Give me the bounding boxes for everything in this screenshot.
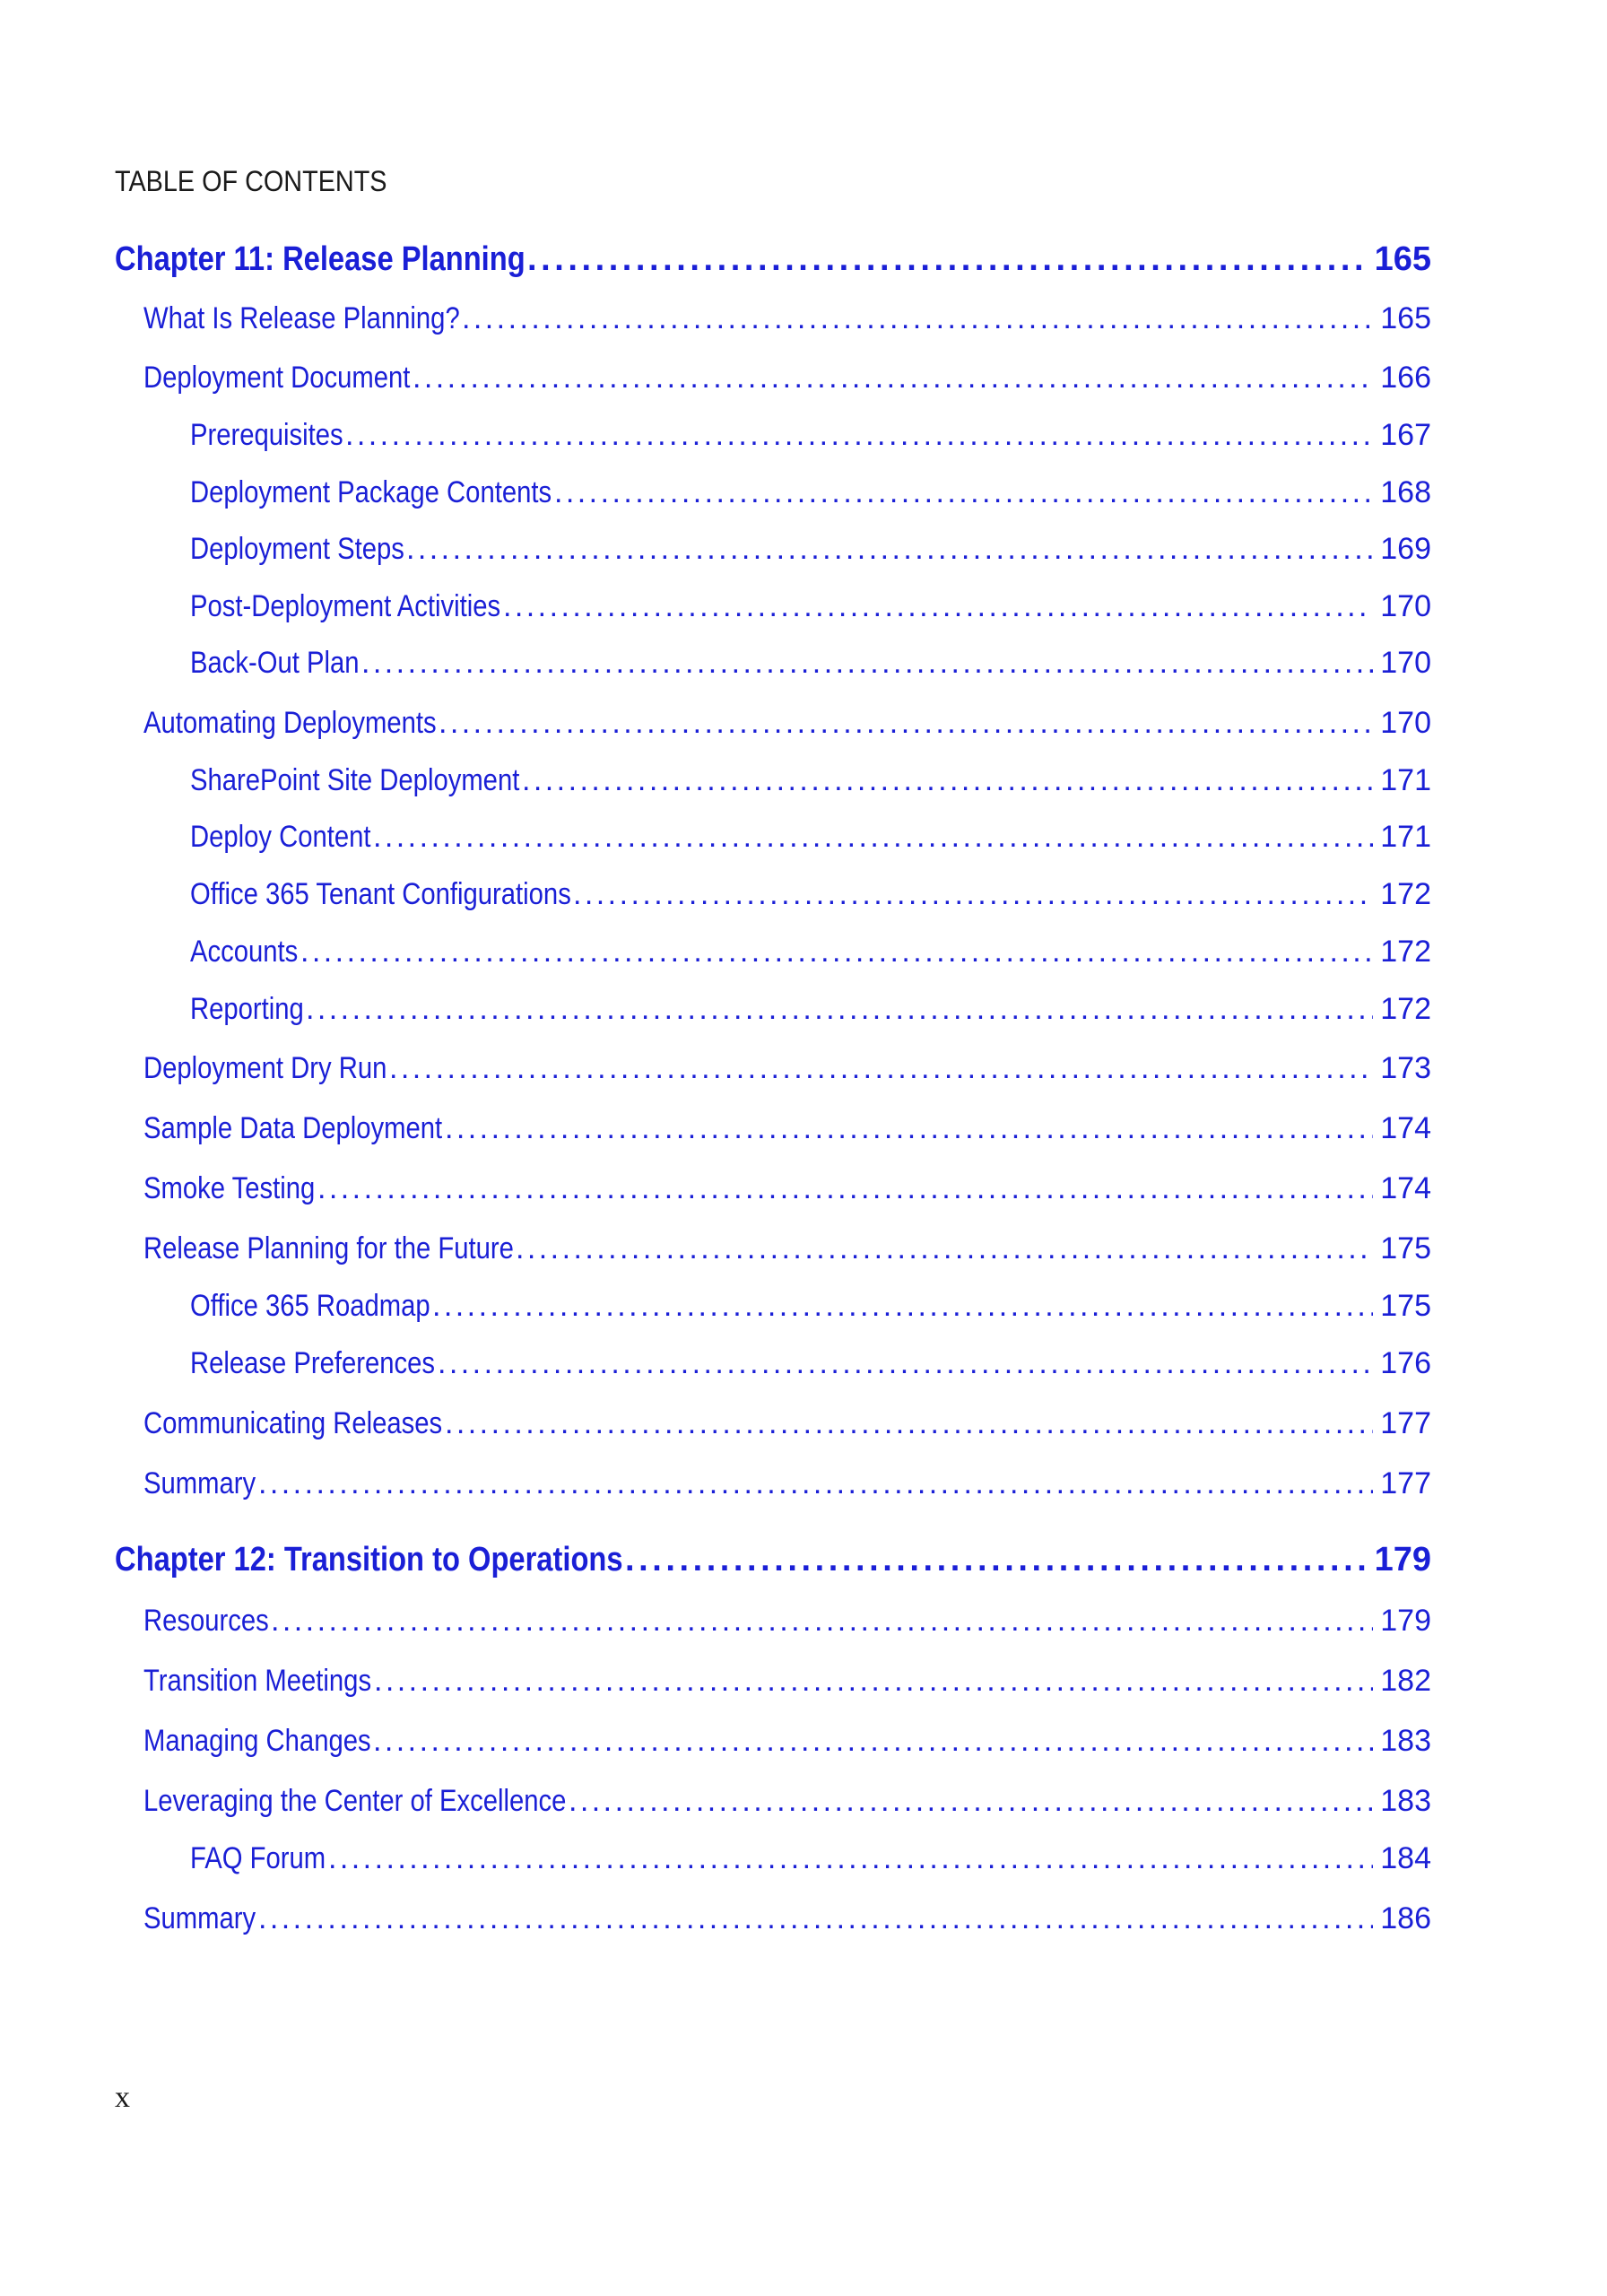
toc-section-entry[interactable]	[143, 1604, 1431, 1639]
toc-section-entry[interactable]	[143, 1724, 1431, 1759]
toc-entry-title: Deployment Document	[143, 361, 411, 395]
toc-entry-title: Back-Out Plan	[190, 646, 360, 680]
dot-leader	[413, 361, 1373, 396]
toc-entry-title: Summary	[143, 1466, 256, 1500]
dot-leader	[406, 532, 1373, 567]
toc-entry-page-number: 165	[1374, 240, 1431, 278]
dot-leader	[258, 1466, 1373, 1501]
toc-subsection-entry[interactable]	[190, 646, 1431, 681]
toc-entry-page-number: 172	[1380, 935, 1431, 969]
toc-entry-page-number: 179	[1374, 1541, 1431, 1578]
toc-entry-title: Post-Deployment Activities	[190, 589, 501, 623]
toc-entry-page-number: 175	[1380, 1231, 1431, 1265]
toc-section-entry[interactable]	[143, 1664, 1431, 1699]
toc-entry-title: Automating Deployments	[143, 706, 437, 740]
dot-leader	[569, 1784, 1373, 1819]
toc-section-entry[interactable]	[143, 1231, 1431, 1266]
toc-entry-title: FAQ Forum	[190, 1841, 326, 1875]
toc-subsection-entry[interactable]	[190, 935, 1431, 970]
toc-entry-title: Communicating Releases	[143, 1406, 443, 1440]
toc-entry-title: What Is Release Planning?	[143, 301, 460, 335]
dot-leader	[258, 1901, 1373, 1936]
toc-section-entry[interactable]	[143, 1406, 1431, 1441]
toc-entry-page-number: 186	[1380, 1901, 1431, 1935]
toc-entry-title: Deployment Package Contents	[190, 475, 552, 509]
toc-entry-page-number: 169	[1380, 532, 1431, 566]
toc-entry-title: Office 365 Tenant Configurations	[190, 877, 571, 911]
toc-entry-page-number: 179	[1380, 1604, 1431, 1638]
toc-entry-title: Leveraging the Center of Excellence	[143, 1784, 567, 1818]
dot-leader	[554, 475, 1373, 510]
toc-entry-title: Transition Meetings	[143, 1664, 372, 1698]
toc-subsection-entry[interactable]	[190, 763, 1431, 798]
toc-subsection-entry[interactable]	[190, 992, 1431, 1027]
toc-entry-title: Deployment Steps	[190, 532, 404, 566]
dot-leader	[527, 240, 1368, 279]
toc-entry-title: Prerequisites	[190, 418, 343, 452]
toc-entry-title: SharePoint Site Deployment	[190, 763, 520, 797]
toc-entry-page-number: 177	[1380, 1406, 1431, 1440]
running-head: TABLE OF CONTENTS	[115, 165, 387, 197]
dot-leader	[439, 706, 1373, 741]
dot-leader	[361, 646, 1373, 681]
toc-entry-title: Release Planning for the Future	[143, 1231, 514, 1265]
toc-section-entry[interactable]	[143, 1171, 1431, 1206]
dot-leader	[445, 1406, 1373, 1441]
dot-leader	[306, 992, 1373, 1027]
toc-entry-page-number: 177	[1380, 1466, 1431, 1500]
dot-leader	[317, 1171, 1373, 1206]
toc-subsection-entry[interactable]	[190, 589, 1431, 624]
toc-section-entry[interactable]	[143, 361, 1431, 396]
toc-entry-page-number: 170	[1380, 706, 1431, 740]
toc-entry-title: Managing Changes	[143, 1724, 371, 1758]
toc-section-entry[interactable]	[143, 1051, 1431, 1086]
toc-section-entry[interactable]	[143, 1466, 1431, 1501]
toc-entry-page-number: 171	[1380, 820, 1431, 854]
dot-leader	[328, 1841, 1373, 1876]
dot-leader	[432, 1289, 1373, 1324]
toc-entry-title: Deploy Content	[190, 820, 371, 854]
toc-entry-title: Reporting	[190, 992, 304, 1026]
toc-entry-title: Accounts	[190, 935, 299, 969]
dot-leader	[373, 820, 1373, 855]
toc-entry-page-number: 170	[1380, 589, 1431, 623]
dot-leader	[389, 1051, 1373, 1086]
toc-entry-page-number: 166	[1380, 361, 1431, 395]
toc-entry-title: Summary	[143, 1901, 256, 1935]
toc-entry-page-number: 172	[1380, 877, 1431, 911]
dot-leader	[373, 1724, 1373, 1759]
toc-entry-page-number: 170	[1380, 646, 1431, 680]
toc-subsection-entry[interactable]	[190, 532, 1431, 567]
toc-entry-title: Deployment Dry Run	[143, 1051, 387, 1085]
toc-subsection-entry[interactable]	[190, 475, 1431, 510]
toc-subsection-entry[interactable]	[190, 1289, 1431, 1324]
toc-entry-title: Chapter 12: Transition to Operations	[115, 1541, 623, 1578]
toc-subsection-entry[interactable]	[190, 820, 1431, 855]
toc-chapter-entry[interactable]	[115, 240, 1431, 279]
toc-entry-title: Sample Data Deployment	[143, 1111, 443, 1145]
toc-entry-page-number: 183	[1380, 1784, 1431, 1818]
dot-leader	[503, 589, 1373, 624]
toc-subsection-entry[interactable]	[190, 1346, 1431, 1381]
toc-section-entry[interactable]	[143, 1901, 1431, 1936]
toc-entry-title: Resources	[143, 1604, 269, 1638]
dot-leader	[522, 763, 1373, 798]
dot-leader	[271, 1604, 1373, 1639]
toc-subsection-entry[interactable]	[190, 418, 1431, 453]
toc-entry-page-number: 172	[1380, 992, 1431, 1026]
toc-entry-page-number: 167	[1380, 418, 1431, 452]
dot-leader	[573, 877, 1373, 912]
toc-subsection-entry[interactable]	[190, 877, 1431, 912]
toc-entry-title: Release Preferences	[190, 1346, 436, 1380]
toc-section-entry[interactable]	[143, 706, 1431, 741]
toc-entry-page-number: 174	[1380, 1111, 1431, 1145]
toc-entry-page-number: 176	[1380, 1346, 1431, 1380]
toc-entry-page-number: 175	[1380, 1289, 1431, 1323]
page-folio: x	[115, 2081, 130, 2114]
toc-subsection-entry[interactable]	[190, 1841, 1431, 1876]
toc-entry-page-number: 174	[1380, 1171, 1431, 1205]
toc-entry-page-number: 182	[1380, 1664, 1431, 1698]
toc-section-entry[interactable]	[143, 1784, 1431, 1819]
toc-section-entry[interactable]	[143, 1111, 1431, 1146]
toc-entry-page-number: 173	[1380, 1051, 1431, 1085]
dot-leader	[374, 1664, 1373, 1699]
dot-leader	[438, 1346, 1373, 1381]
toc-entry-page-number: 165	[1380, 301, 1431, 335]
toc-entry-page-number: 168	[1380, 475, 1431, 509]
dot-leader	[625, 1541, 1368, 1579]
toc-entry-page-number: 184	[1380, 1841, 1431, 1875]
toc-entry-page-number: 183	[1380, 1724, 1431, 1758]
dot-leader	[300, 935, 1373, 970]
toc-entry-title: Office 365 Roadmap	[190, 1289, 430, 1323]
dot-leader	[516, 1231, 1373, 1266]
toc-entry-title: Chapter 11: Release Planning	[115, 240, 526, 278]
toc-entry-title: Smoke Testing	[143, 1171, 316, 1205]
toc-section-entry[interactable]	[143, 301, 1431, 336]
dot-leader	[462, 301, 1373, 336]
toc-chapter-entry[interactable]	[115, 1541, 1431, 1579]
dot-leader	[345, 418, 1373, 453]
dot-leader	[445, 1111, 1373, 1146]
toc-entry-page-number: 171	[1380, 763, 1431, 797]
